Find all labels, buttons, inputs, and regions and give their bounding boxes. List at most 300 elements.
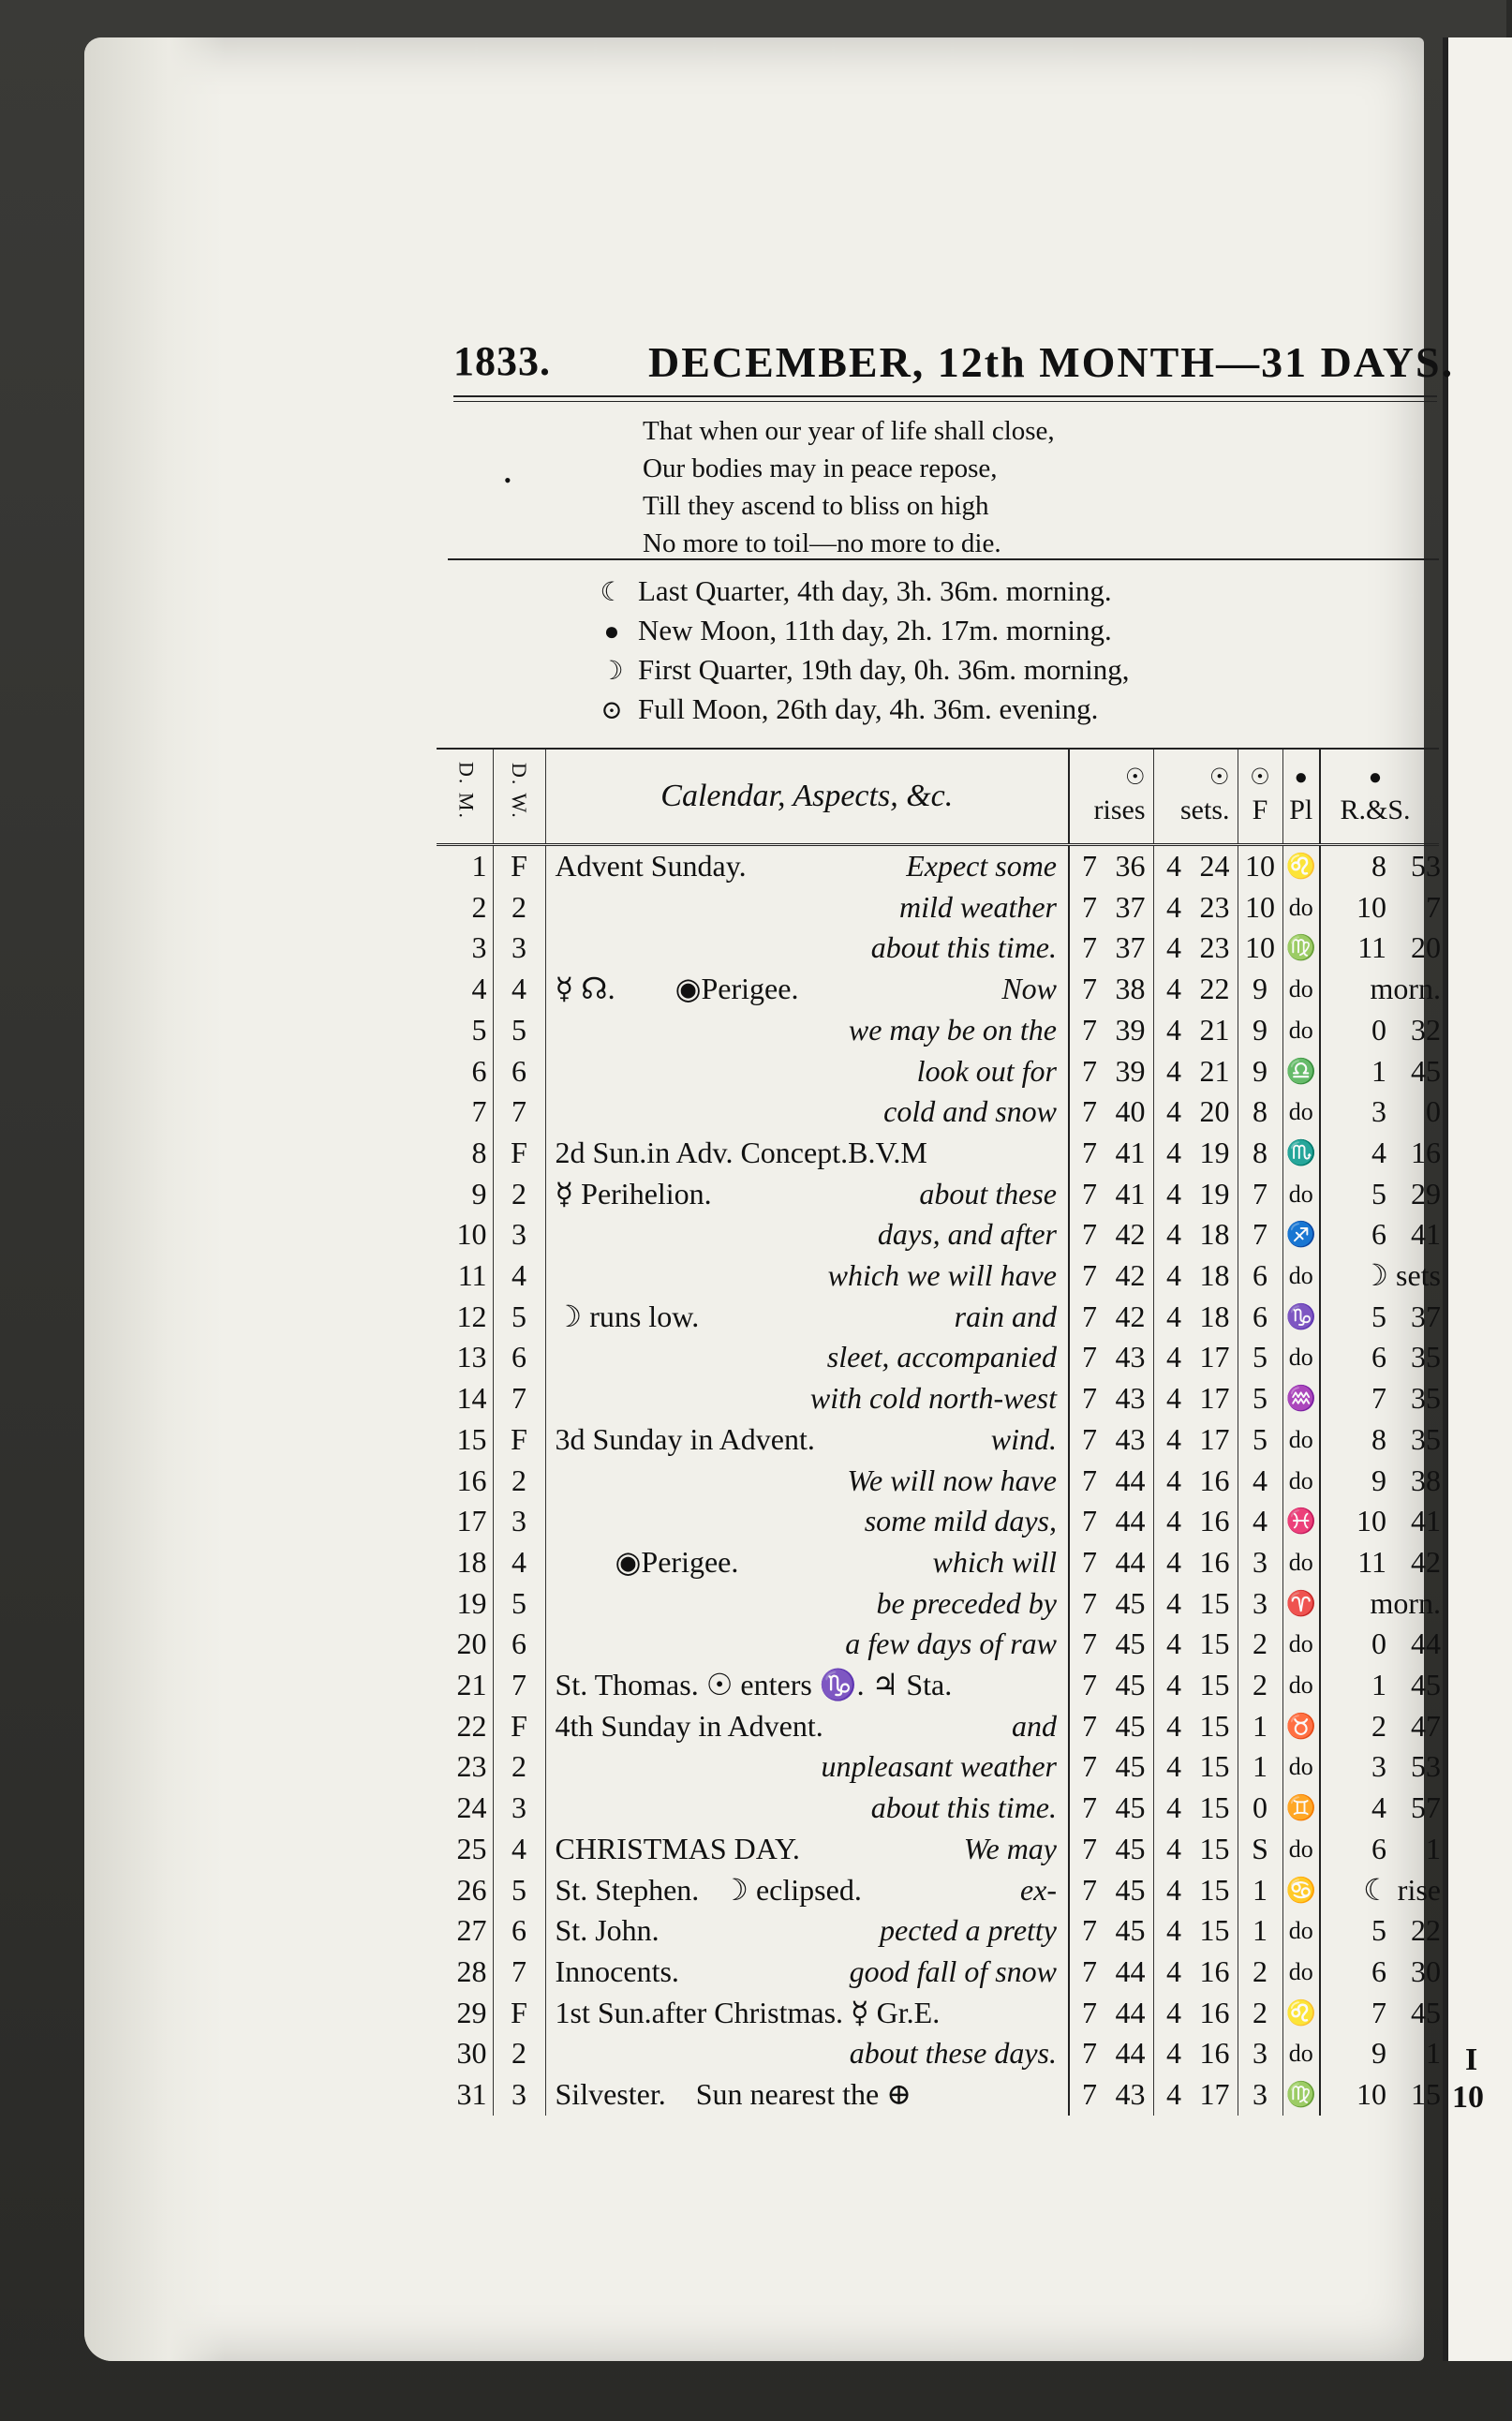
weather-note: We will now have [847,1463,1057,1497]
moon-place-cell: do [1282,1419,1320,1461]
moon-place-cell: do [1282,2033,1320,2074]
sun-rise-hour: 7 [1082,1421,1097,1456]
sun-set-minute: 17 [1185,1419,1238,1461]
moon-rise-set-cell [1320,969,1439,1010]
header-moon-place: ● Pl [1282,749,1320,845]
weather-note: rain and [954,1299,1057,1333]
moon-place-cell: do [1282,1665,1320,1706]
moon-rise-set-cell [1320,1297,1439,1338]
sun-rise-minute: 44 [1101,1952,1153,1993]
calendar-cell [545,1870,1069,1911]
moon-rise-set-hour: 5 [1371,1913,1386,1948]
moon-rise-set-cell [1320,887,1439,928]
sun-set-hour: 4 [1166,1544,1181,1579]
moon-rise-set-minute: 53 [1411,1749,1441,1784]
day-of-week: 6 [493,1910,545,1952]
table-row [437,1788,1439,1829]
table-row [437,887,1439,928]
fast-cell: 7 [1238,1174,1282,1215]
sun-set-minute: 17 [1185,2074,1238,2116]
fast-cell: 3 [1238,2074,1282,2116]
moon-rise-set-cell [1320,1870,1439,1911]
sun-set-hour: 4 [1166,1381,1181,1416]
sun-rise-minute: 43 [1101,1378,1153,1419]
moon-rise-set-hour: 11 [1357,1544,1386,1579]
sun-rise-hour: 7 [1082,1258,1097,1293]
sun-set-hour: 4 [1166,2077,1181,2112]
table-row [437,1051,1439,1092]
moon-rise-set-hour: 7 [1371,1381,1386,1416]
calendar-cell [545,1174,1069,1215]
moon-place-cell: do [1282,1255,1320,1297]
full-moon-icon: ⊙ [600,696,623,725]
moon-rise-set-minute: 7 [1426,889,1441,924]
moon-rise-set-cell [1320,1214,1439,1255]
verse-line: No more to toil—no more to die. [643,528,1001,558]
day-of-week: 3 [493,1501,545,1542]
moon-place-cell: do [1282,887,1320,928]
fast-cell: 4 [1238,1461,1282,1502]
weather-note: about these days. [849,2036,1057,2071]
fast-cell: 4 [1238,1501,1282,1542]
day-of-week: 4 [493,969,545,1010]
sun-rise-minute: 44 [1101,1501,1153,1542]
sun-set-hour: 4 [1166,1790,1181,1825]
sun-set-hour: 4 [1166,889,1181,924]
calendar-cell [545,1910,1069,1952]
almanac-table [437,748,1439,2116]
sun-rise-hour: 7 [1082,1340,1097,1374]
day-of-week: 2 [493,2033,545,2074]
sun-set-hour: 4 [1166,1094,1181,1129]
sun-rise-hour: 7 [1082,1708,1097,1743]
day-of-month: 2 [437,887,493,928]
day-of-month: 7 [437,1092,493,1133]
moon-rise-set-cell [1320,1788,1439,1829]
day-of-month: 30 [437,2033,493,2074]
day-of-week: 7 [493,1092,545,1133]
moon-rise-set-minute: 38 [1411,1463,1441,1497]
calendar-cell [545,1337,1069,1378]
sun-set-hour: 4 [1166,930,1181,965]
sun-set-hour: 4 [1166,1913,1181,1948]
moon-rise-set-hour: 10 [1356,889,1386,924]
moon-rise-set-cell [1320,928,1439,969]
weather-note: mild weather [899,889,1057,924]
sun-set-minute: 15 [1185,1910,1238,1952]
moon-rise-set-cell [1320,1461,1439,1502]
calendar-event: Advent Sunday. [555,849,747,883]
calendar-event: CHRISTMAS DAY. [555,1831,800,1865]
moon-rise-set-minute: 44 [1411,1626,1441,1661]
moon-rise-set-hour: 3 [1371,1094,1386,1129]
sun-set-hour: 4 [1166,1708,1181,1743]
weather-note: days, and after [877,1217,1057,1252]
day-of-month: 31 [437,2074,493,2116]
header-sun-sets: ☉ sets. [1153,749,1238,845]
moon-place-cell: do [1282,1092,1320,1133]
sun-rise-minute: 36 [1101,845,1153,887]
moon-phase-first-quarter [586,650,1429,690]
day-of-month: 1 [437,845,493,887]
moon-rise-set-hour: 3 [1371,1749,1386,1784]
calendar-cell [545,1133,1069,1174]
moon-rise-set-hour: 0 [1371,1012,1386,1047]
moon-rise-set-minute: 35 [1411,1421,1441,1456]
sun-rise-hour: 7 [1082,1585,1097,1620]
calendar-cell [545,1461,1069,1502]
sun-rise-hour: 7 [1082,2077,1097,2112]
weather-note: We may [963,1831,1057,1865]
sun-rise-hour: 7 [1082,1913,1097,1948]
moon-rise-set-hour: 9 [1371,2036,1386,2071]
moon-place-cell: do [1282,1337,1320,1378]
moon-place-cell: do [1282,1010,1320,1051]
sun-rise-minute: 41 [1101,1133,1153,1174]
moon-rise-set-cell [1320,1337,1439,1378]
day-of-week: F [493,845,545,887]
fast-cell: 8 [1238,1092,1282,1133]
sun-set-minute: 16 [1185,1542,1238,1583]
month-title: DECEMBER, 12th MONTH—31 DAYS. [648,338,1455,386]
moon-rise-set-hour: 4 [1371,1135,1386,1169]
page-edge [84,37,225,2361]
day-of-week: 6 [493,1051,545,1092]
table-row [437,1501,1439,1542]
calendar-event: ☽ runs low. [555,1299,700,1333]
sun-rise-minute: 44 [1101,1461,1153,1502]
sun-rise-minute: 45 [1101,1870,1153,1911]
fast-cell: 1 [1238,1910,1282,1952]
moon-place-cell: ♍ [1282,928,1320,969]
day-of-month: 18 [437,1542,493,1583]
moon-place-cell: do [1282,1461,1320,1502]
day-of-month: 21 [437,1665,493,1706]
fast-cell: 6 [1238,1255,1282,1297]
calendar-cell [545,1746,1069,1788]
moon-rise-set-cell [1320,1174,1439,1215]
calendar-event: ☿ Perihelion. [555,1176,712,1210]
calendar-cell [545,1993,1069,2034]
day-of-week: 7 [493,1378,545,1419]
table-row [437,969,1439,1010]
day-of-month: 14 [437,1378,493,1419]
sun-rise-hour: 7 [1082,2036,1097,2071]
day-of-week: 6 [493,1624,545,1665]
table-row [437,1133,1439,1174]
sun-rise-hour: 7 [1082,1504,1097,1538]
sun-rise-hour: 7 [1082,1953,1097,1988]
weather-note: some mild days, [864,1504,1057,1538]
sun-rise-hour: 7 [1082,1053,1097,1088]
table-row [437,2074,1439,2116]
calendar-event: 1st Sun.after Christmas. ☿ Gr.E. [555,1995,941,2029]
calendar-cell [545,887,1069,928]
fast-cell: 3 [1238,1583,1282,1625]
moon-rise-set-hour: 9 [1371,1463,1386,1497]
table-row [437,1583,1439,1625]
moon-rise-set-hour: 6 [1371,1340,1386,1374]
header-fast: ☉ F [1238,749,1282,845]
moon-place-cell: ♋ [1282,1870,1320,1911]
day-of-month: 12 [437,1297,493,1338]
sun-set-hour: 4 [1166,1831,1181,1865]
weather-note: a few days of raw [845,1626,1057,1661]
sun-set-minute: 19 [1185,1174,1238,1215]
calendar-cell [545,928,1069,969]
weather-note: about this time. [870,930,1057,965]
table-row [437,1542,1439,1583]
fast-cell: 6 [1238,1297,1282,1338]
moon-rise-set-minute: 42 [1411,1544,1441,1579]
table-row [437,1746,1439,1788]
moon-place-cell: ♒ [1282,1378,1320,1419]
day-of-month: 25 [437,1829,493,1870]
fast-cell: 3 [1238,2033,1282,2074]
sun-set-hour: 4 [1166,1504,1181,1538]
calendar-cell [545,2074,1069,2116]
table-row [437,1870,1439,1911]
sun-rise-minute: 45 [1101,1706,1153,1747]
sun-rise-minute: 43 [1101,1419,1153,1461]
sun-rise-hour: 7 [1082,1544,1097,1579]
day-of-week: F [493,1706,545,1747]
day-of-week: 7 [493,1665,545,1706]
moon-rise-set-cell [1320,1583,1439,1625]
moon-rise-set-hour: morn. [1370,972,1441,1006]
sun-set-minute: 17 [1185,1337,1238,1378]
fast-cell: 9 [1238,1010,1282,1051]
sun-set-hour: 4 [1166,1995,1181,2029]
sun-rise-minute: 44 [1101,1993,1153,2034]
sun-icon: ☉ [1250,765,1270,790]
day-of-month: 19 [437,1583,493,1625]
calendar-cell [545,1378,1069,1419]
day-of-week: 2 [493,1746,545,1788]
day-of-week: 2 [493,1461,545,1502]
moon-place-cell: ♍ [1282,2074,1320,2116]
sun-set-minute: 16 [1185,1952,1238,1993]
sun-set-minute: 24 [1185,845,1238,887]
day-of-month: 8 [437,1133,493,1174]
sun-set-hour: 4 [1166,2036,1181,2071]
moon-rise-set-hour: 1 [1371,1668,1386,1702]
day-of-week: 4 [493,1542,545,1583]
table-row [437,1010,1439,1051]
sun-rise-hour: 7 [1082,1668,1097,1702]
sun-set-minute: 16 [1185,1461,1238,1502]
moon-place-cell: do [1282,1952,1320,1993]
weather-note: ex- [1019,1872,1057,1907]
day-of-month: 10 [437,1214,493,1255]
moon-rise-set-minute: 41 [1411,1504,1441,1538]
fast-cell: 7 [1238,1214,1282,1255]
day-of-week: 5 [493,1297,545,1338]
fast-cell: 5 [1238,1419,1282,1461]
calendar-cell [545,1501,1069,1542]
sun-rise-hour: 7 [1082,1749,1097,1784]
moon-rise-set-hour: 1 [1371,1053,1386,1088]
moon-rise-set-cell [1320,1706,1439,1747]
moon-rise-set-cell [1320,1501,1439,1542]
day-of-month: 5 [437,1010,493,1051]
moon-rise-set-minute: 45 [1411,1995,1441,2029]
calendar-cell [545,1829,1069,1870]
sun-rise-minute: 40 [1101,1092,1153,1133]
calendar-cell [545,1542,1069,1583]
calendar-cell [545,1583,1069,1625]
sun-icon: ☉ [1124,765,1146,790]
weather-note: look out for [916,1053,1057,1088]
moon-rise-set-minute: 35 [1411,1340,1441,1374]
weather-note: good fall of snow [849,1953,1057,1988]
table-header-row [437,749,1439,845]
fast-cell: 0 [1238,1788,1282,1829]
day-of-month: 16 [437,1461,493,1502]
calendar-event: 4th Sunday in Advent. [555,1708,823,1743]
sun-set-minute: 23 [1185,928,1238,969]
sun-set-minute: 15 [1185,1624,1238,1665]
header-rule-thin [453,401,1437,402]
sun-set-hour: 4 [1166,1012,1181,1047]
verse [643,412,1298,562]
day-of-month: 11 [437,1255,493,1297]
calendar-cell [545,1624,1069,1665]
weather-note: be preceded by [876,1585,1057,1620]
moon-rise-set-hour: ☾ rise [1363,1872,1441,1907]
calendar-event: 2d Sun.in Adv. Concept.B.V.M [555,1135,927,1169]
sun-rise-minute: 45 [1101,1910,1153,1952]
header-calendar: Calendar, Aspects, &c. [545,749,1069,845]
adjacent-page-mark: 10 [1452,2080,1484,2115]
fast-cell: 3 [1238,1542,1282,1583]
table-row [437,1419,1439,1461]
sun-icon: ☉ [1208,765,1230,790]
sun-set-minute: 20 [1185,1092,1238,1133]
sun-rise-minute: 45 [1101,1829,1153,1870]
sun-set-minute: 16 [1185,2033,1238,2074]
weather-note: pected a pretty [880,1913,1057,1948]
sun-rise-minute: 45 [1101,1746,1153,1788]
moon-rise-set-cell [1320,1910,1439,1952]
day-of-week: 6 [493,1337,545,1378]
moon-rise-set-cell [1320,2033,1439,2074]
sun-set-minute: 17 [1185,1378,1238,1419]
moon-place-cell: do [1282,1624,1320,1665]
moon-rise-set-hour: 4 [1371,1790,1386,1825]
moon-rise-set-cell [1320,1665,1439,1706]
sun-rise-minute: 38 [1101,969,1153,1010]
day-of-month: 17 [437,1501,493,1542]
fast-cell: 2 [1238,1624,1282,1665]
sun-rise-hour: 7 [1082,1626,1097,1661]
moon-phase-text: New Moon, 11th day, 2h. 17m. morning. [638,614,1112,646]
moon-place-cell: do [1282,1174,1320,1215]
moon-phase-text: First Quarter, 19th day, 0h. 36m. morning, [638,653,1130,686]
moon-rise-set-cell [1320,1133,1439,1174]
fast-cell: 1 [1238,1870,1282,1911]
sun-rise-minute: 45 [1101,1624,1153,1665]
day-of-month: 29 [437,1993,493,2034]
sun-rise-minute: 41 [1101,1174,1153,1215]
sun-rise-minute: 43 [1101,1337,1153,1378]
fast-cell: 10 [1238,845,1282,887]
day-of-week: 2 [493,887,545,928]
calendar-event: St. Thomas. ☉ enters ♑. ♃ Sta. [555,1668,953,1702]
moon-place-cell: ♉ [1282,1706,1320,1747]
calendar-cell [545,1051,1069,1092]
sun-rise-hour: 7 [1082,1381,1097,1416]
weather-note: we may be on the [848,1012,1057,1047]
sun-set-hour: 4 [1166,849,1181,883]
sun-set-hour: 4 [1166,1217,1181,1252]
fast-cell: 5 [1238,1378,1282,1419]
sun-rise-hour: 7 [1082,930,1097,965]
calendar-cell [545,1788,1069,1829]
table-row [437,1174,1439,1215]
moon-rise-set-minute: 45 [1411,1668,1441,1702]
calendar-event: Innocents. [555,1953,679,1988]
fast-cell: 2 [1238,1993,1282,2034]
sun-set-minute: 16 [1185,1993,1238,2034]
verse-rule [448,558,1439,560]
moon-icon: ● [1368,765,1383,790]
header-rule [453,395,1437,397]
sun-set-hour: 4 [1166,1176,1181,1210]
moon-rise-set-hour: 10 [1356,2077,1386,2112]
sun-set-hour: 4 [1166,1135,1181,1169]
calendar-event: St. John. [555,1913,660,1948]
sun-rise-hour: 7 [1082,1872,1097,1907]
moon-rise-set-cell [1320,1624,1439,1665]
table-row [437,1706,1439,1747]
sun-rise-minute: 43 [1101,2074,1153,2116]
page-header [453,337,1455,403]
day-of-week: 5 [493,1583,545,1625]
moon-rise-set-hour: 8 [1371,1421,1386,1456]
calendar-cell [545,1297,1069,1338]
calendar-cell [545,2033,1069,2074]
table-row [437,1993,1439,2034]
day-of-week: 4 [493,1255,545,1297]
sun-set-minute: 15 [1185,1788,1238,1829]
day-of-week: 3 [493,2074,545,2116]
day-of-week: 3 [493,1214,545,1255]
day-of-week: 3 [493,928,545,969]
sun-rise-hour: 7 [1082,1176,1097,1210]
sun-set-minute: 18 [1185,1297,1238,1338]
moon-rise-set-cell [1320,1092,1439,1133]
day-of-week: F [493,1133,545,1174]
sun-set-hour: 4 [1166,1053,1181,1088]
moon-place-cell: do [1282,1910,1320,1952]
moon-rise-set-cell [1320,1255,1439,1297]
sun-rise-minute: 37 [1101,928,1153,969]
calendar-cell [545,1706,1069,1747]
calendar-event: Silvester. Sun nearest the ⊕ [555,2077,912,2112]
moon-phases [586,572,1429,729]
table-row [437,1829,1439,1870]
sun-rise-minute: 45 [1101,1788,1153,1829]
calendar-cell [545,1952,1069,1993]
sun-set-hour: 4 [1166,1340,1181,1374]
sun-rise-minute: 44 [1101,1542,1153,1583]
day-of-week: F [493,1993,545,2034]
fast-cell: 5 [1238,1337,1282,1378]
day-of-week: 7 [493,1952,545,1993]
sun-rise-hour: 7 [1082,1463,1097,1497]
sun-set-minute: 15 [1185,1746,1238,1788]
